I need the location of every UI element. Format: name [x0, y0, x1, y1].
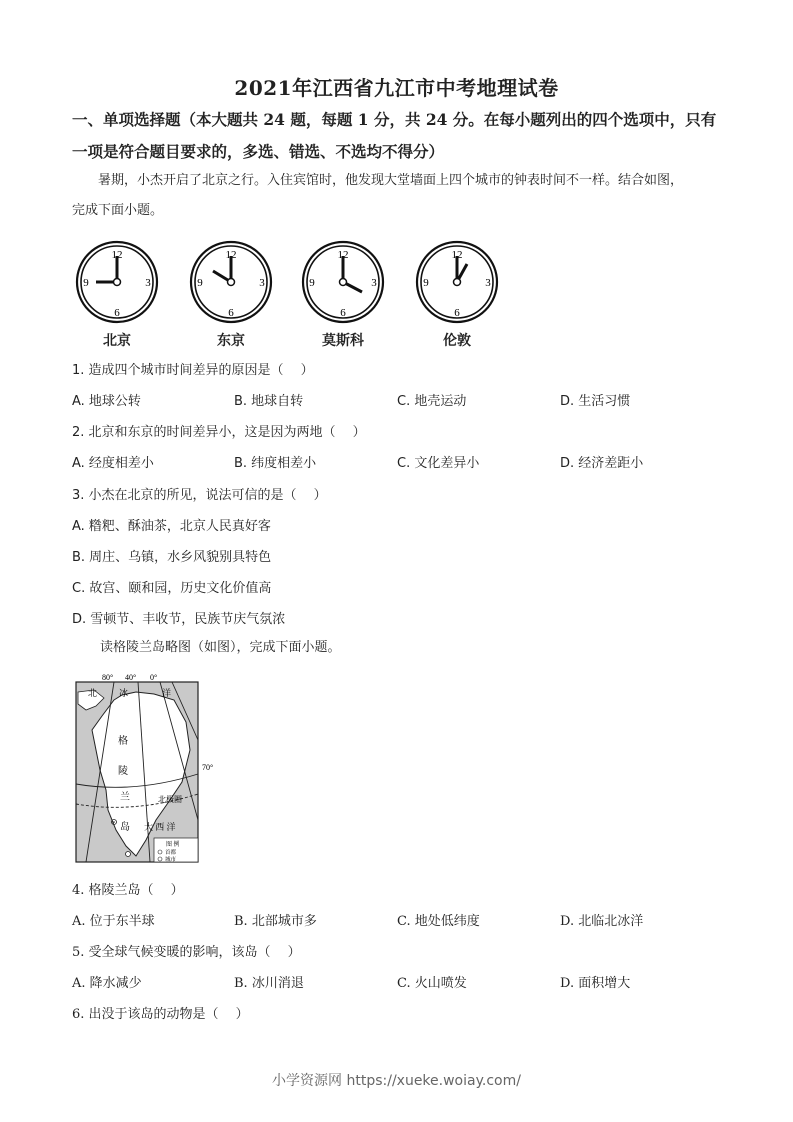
svg-text:3: 3 [145, 277, 151, 289]
svg-text:12: 12 [111, 249, 123, 261]
intro1-line1: 暑期，小杰开启了北京之行。入住宾馆时，他发现大堂墙面上四个城市的钟表时间不一样。结合如图， [98, 173, 684, 188]
svg-text:洋: 洋 [162, 688, 172, 698]
option-b[interactable]: B. 冰川消退 [234, 976, 304, 991]
option-c[interactable]: C. 地壳运动 [397, 394, 467, 409]
svg-text:9: 9 [309, 277, 315, 289]
clock-face-icon [72, 240, 162, 324]
question-3: 3. 小杰在北京的所见，说法可信的是（ ） [72, 488, 327, 503]
svg-text:70°: 70° [202, 763, 214, 772]
svg-text:9: 9 [423, 277, 429, 289]
svg-text:12: 12 [337, 249, 349, 261]
svg-text:3: 3 [371, 277, 377, 289]
option-d[interactable]: D. 经济差距小 [560, 456, 644, 471]
option-a[interactable]: A. 经度相差小 [72, 456, 154, 471]
svg-text:40°: 40° [125, 673, 137, 682]
clock-tokyo [186, 240, 276, 350]
clock-face-icon [186, 240, 276, 324]
question-6: 6. 出没于该岛的动物是（ ） [72, 1007, 249, 1022]
greenland-map-figure [74, 670, 234, 866]
option-a[interactable]: A. 降水减少 [72, 976, 142, 991]
question-4: 4. 格陵兰岛（ ） [72, 883, 184, 898]
clock-label: 伦敦 [443, 333, 471, 349]
option-c[interactable]: C. 故宫、颐和园，历史文化价值高 [72, 581, 272, 596]
section-heading-line1: 一、单项选择题（本大题共 24 题，每题 1 分，共 24 分。在每小题列出的四个选项中，只有 [72, 110, 717, 129]
section-heading-line2: 一项是符合题目要求的，多选、错选、不选均不得分） [72, 142, 445, 161]
question-5: 5. 受全球气候变暖的影响，该岛（ ） [72, 945, 301, 960]
option-a[interactable]: A. 糌粑、酥油茶，北京人民真好客 [72, 519, 271, 534]
svg-text:岛: 岛 [120, 822, 130, 833]
question-1-options [0, 390, 793, 410]
svg-text:冰: 冰 [119, 688, 129, 698]
svg-text:6: 6 [454, 307, 460, 319]
footer-watermark: 小学资源网 https://xueke.woiay.com/ [272, 1073, 521, 1089]
svg-text:首都: 首都 [165, 850, 177, 856]
question-2-options [0, 452, 793, 472]
option-a[interactable]: A. 位于东半球 [72, 914, 155, 929]
svg-text:9: 9 [83, 277, 89, 289]
clock-face-icon [412, 240, 502, 324]
svg-text:北极圈: 北极圈 [158, 795, 182, 804]
svg-text:大 西 洋: 大 西 洋 [144, 822, 176, 832]
svg-text:3: 3 [259, 277, 265, 289]
option-a[interactable]: A. 地球公转 [72, 394, 141, 409]
option-c[interactable]: C. 地处低纬度 [397, 914, 480, 929]
svg-text:3: 3 [485, 277, 491, 289]
clock-london [412, 240, 502, 350]
option-b[interactable]: B. 纬度相差小 [234, 456, 317, 471]
intro1-line2: 完成下面小题。 [72, 203, 164, 218]
svg-text:图 例: 图 例 [166, 842, 180, 848]
svg-text:9: 9 [197, 277, 203, 289]
option-b[interactable]: B. 地球自转 [234, 394, 304, 409]
option-b[interactable]: B. 周庄、乌镇，水乡风貌别具特色 [72, 550, 272, 565]
clock-moscow [298, 240, 388, 350]
svg-text:6: 6 [114, 307, 120, 319]
svg-text:80°: 80° [102, 673, 114, 682]
option-d[interactable]: D. 面积增大 [560, 976, 631, 991]
question-4-options [0, 910, 793, 930]
option-b[interactable]: B. 北部城市多 [234, 914, 317, 929]
clock-label: 东京 [217, 333, 245, 349]
intro-paragraph-1 [72, 166, 732, 226]
clock-label: 北京 [103, 333, 131, 349]
svg-text:兰: 兰 [120, 792, 130, 803]
question-5-options [0, 972, 793, 992]
svg-text:城市: 城市 [165, 857, 177, 863]
svg-text:6: 6 [228, 307, 234, 319]
svg-text:0°: 0° [150, 673, 158, 682]
option-d[interactable]: D. 生活习惯 [560, 394, 631, 409]
svg-text:12: 12 [451, 249, 463, 261]
option-d[interactable]: D. 北临北冰洋 [560, 914, 644, 929]
clock-beijing [72, 240, 162, 350]
section-heading [72, 104, 732, 168]
svg-text:格: 格 [118, 736, 128, 747]
intro-paragraph-2: 读格陵兰岛略图（如图），完成下面小题。 [100, 640, 341, 655]
greenland-map [74, 670, 234, 866]
question-2: 2. 北京和东京的时间差异小，这是因为两地（ ） [72, 425, 366, 440]
page-title: 2021年江西省九江市中考地理试卷 [234, 76, 559, 100]
svg-text:12: 12 [225, 249, 237, 261]
svg-text:陵: 陵 [118, 766, 128, 777]
clock-face-icon [298, 240, 388, 324]
option-d[interactable]: D. 雪顿节、丰收节，民族节庆气氛浓 [72, 612, 286, 627]
option-c[interactable]: C. 文化差异小 [397, 456, 480, 471]
svg-text:6: 6 [340, 307, 346, 319]
clock-label: 莫斯科 [322, 333, 364, 349]
question-1: 1. 造成四个城市时间差异的原因是（ ） [72, 363, 314, 378]
option-c[interactable]: C. 火山喷发 [397, 976, 467, 991]
svg-text:北: 北 [88, 688, 98, 698]
